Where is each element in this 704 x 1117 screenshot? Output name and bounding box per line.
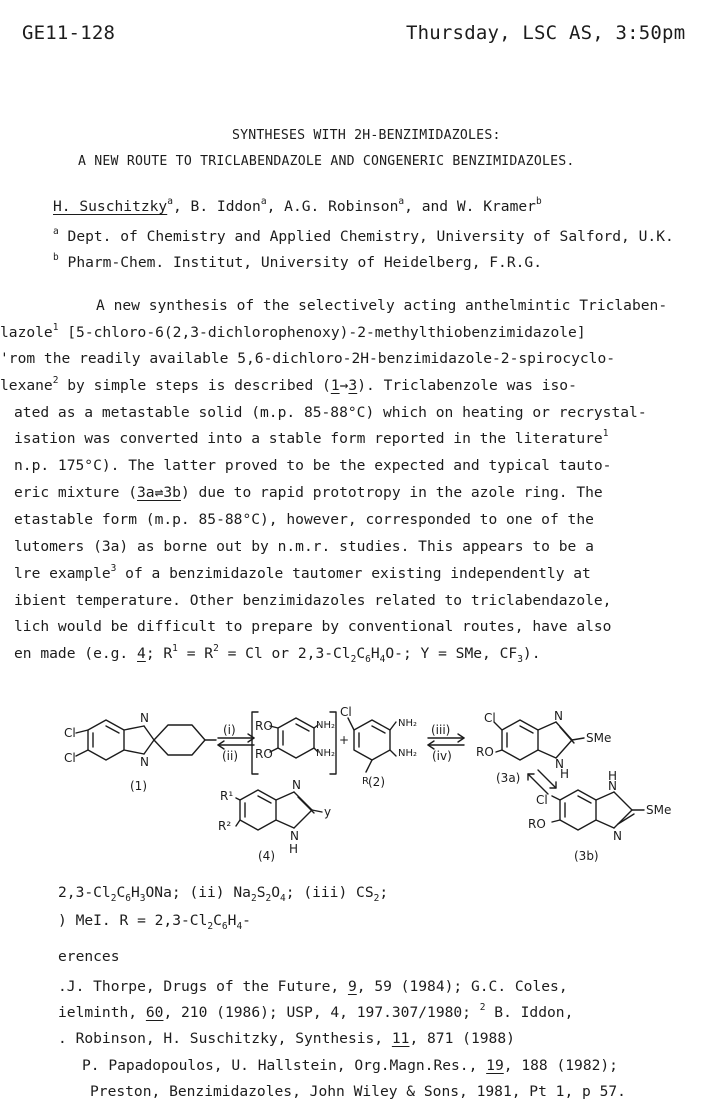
compound-label-1: (1)	[130, 779, 147, 793]
label-n: N	[555, 757, 564, 771]
label-sme: SMe	[646, 803, 672, 817]
abstract-line: A new synthesis of the selectively acting anthelmintic Triclaben-	[96, 297, 668, 314]
label-cl: Cl	[340, 705, 352, 719]
abstract-code: GE11-128	[22, 22, 116, 44]
label-r1: R¹	[220, 789, 234, 803]
label-nh2: NH₂	[398, 748, 418, 759]
abstract-line: lich would be difficult to prepare by conventional routes, have also	[14, 618, 612, 635]
label-n: N	[292, 778, 301, 792]
label-nh2: NH₂	[316, 720, 336, 731]
label-nh2: NH₂	[398, 718, 418, 729]
label-nh2: NH₂	[316, 748, 336, 759]
title-line-2: A NEW ROUTE TO TRICLABENDAZOLE AND CONGENERIC BENZIMIDAZOLES.	[78, 154, 575, 169]
abstract-line: isation was converted into a stable form reported in the literature$^1$	[14, 428, 609, 447]
author-presenting: H. Suschitzky	[53, 198, 168, 215]
label-n: N	[140, 711, 149, 725]
reagent-label: (iv)	[432, 749, 452, 763]
reagent-label: (i)	[223, 723, 236, 737]
label-h: H	[560, 767, 570, 781]
author-sup: a	[398, 196, 405, 207]
label-ro: RO	[255, 719, 273, 733]
label-ro: RO	[255, 747, 273, 761]
author-separator: , and	[404, 198, 449, 215]
plus-sign: +	[339, 733, 350, 747]
affiliation-a	[53, 224, 674, 251]
author: A.G. Robinson	[284, 198, 399, 215]
reference-line: Preston, Benzimidazoles, John Wiley & Sons, 1981, Pt 1, p 57.	[90, 1083, 626, 1100]
abstract-line: en made (e.g. 4; $R^1 = R^2 = Cl$ or $2,3-Cl_2C_6H_4O-$; Y = SMe, $CF_3$).	[14, 643, 541, 665]
affiliation-text: Dept. of Chemistry and Applied Chemistry, University of Salford, U.K.	[67, 228, 674, 245]
affiliation-mark: b	[53, 252, 59, 263]
compound-label-2: (2)	[368, 775, 385, 789]
compound-label-3a: (3a)	[496, 771, 521, 785]
compound-label-3b: (3b)	[574, 849, 599, 863]
label-ro: RO	[476, 745, 494, 759]
label-h: H	[608, 769, 618, 783]
reference-line: . Robinson, H. Suschitzky, Synthesis, 11, 871 (1988)	[58, 1030, 515, 1047]
label-cl: Cl	[484, 711, 496, 725]
label-sme: SMe	[586, 731, 612, 745]
conditions-line: $2,3-Cl_2C_6H_3ONa$; (ii) $Na_2S_2O_4$; (iii) $CS_2$;	[58, 884, 389, 904]
abstract-line: ibient temperature. Other benzimidazoles related to triclabendazole,	[14, 592, 612, 609]
reference-line: ielminth, 60, 210 (1986); USP, 4, 197.307/1980; $^2$ B. Iddon,	[58, 1002, 574, 1021]
author-list: H. Suschitzky$^a$, B. Iddon$^a$, A.G. Robinson$^a$, and W. Kramer$^b$	[53, 196, 542, 215]
author-sup: a	[260, 196, 267, 207]
label-cl: Cl	[64, 726, 76, 740]
author: B. Iddon	[190, 198, 261, 215]
conditions-line: ) MeI. $R = 2,3-Cl_2C_6H_4-$	[58, 912, 251, 932]
affiliation-text: Pharm-Chem. Institut, University of Heidelberg, F.R.G.	[67, 254, 542, 271]
label-n: N	[290, 829, 299, 843]
label-n: N	[608, 779, 617, 793]
abstract-line: 'rom the readily available 5,6-dichloro-2H-benzimidazole-2-spirocyclo-	[0, 350, 616, 367]
author-sup: b	[535, 196, 542, 207]
abstract-line: eric mixture (3a⇌3b) due to rapid prototropy in the azole ring. The	[14, 484, 603, 501]
affiliation-b	[53, 250, 542, 277]
compound-1-structure	[76, 720, 216, 760]
author-sup: a	[167, 196, 173, 207]
reagent-label: (ii)	[222, 749, 239, 763]
label-r: R	[362, 776, 369, 787]
label-y: y	[324, 805, 332, 819]
references-heading: erences	[58, 948, 120, 965]
abstract-line: lre example$^3$ of a benzimidazole tautomer existing independently at	[14, 563, 591, 582]
abstract-line: lexane$^2$ by simple steps is described (1→3). Triclabenzole was iso-	[0, 375, 577, 394]
label-cl: Cl	[536, 793, 548, 807]
label-r2: R²	[218, 819, 232, 833]
abstract-line: etastable form (m.p. 85-88°C), however, corresponded to one of the	[14, 511, 594, 528]
reaction-scheme	[0, 700, 704, 870]
reagent-label: (iii)	[431, 723, 451, 737]
abstract-line: lutomers (3a) as borne out by n.m.r. studies. This appears to be a	[14, 538, 594, 555]
abstract-line: n.p. 175°C). The latter proved to be the expected and typical tauto-	[14, 457, 612, 474]
author: W. Kramer	[456, 198, 536, 215]
affiliation-mark: a	[53, 226, 59, 237]
label-n: N	[554, 709, 563, 723]
title-line-1: SYNTHESES WITH 2H-BENZIMIDAZOLES:	[232, 128, 501, 143]
label-n: N	[140, 755, 149, 769]
reference-line: P. Papadopoulos, U. Hallstein, Org.Magn.Res., 19, 188 (1982);	[82, 1057, 618, 1074]
label-ro: RO	[528, 817, 546, 831]
label-cl: Cl	[64, 751, 76, 765]
compound-label-4: (4)	[258, 849, 275, 863]
abstract-line: lazole$^1$ [5-chloro-6(2,3-dichlorophenoxy)-2-methylthiobenzimidazole]	[0, 322, 586, 341]
abstract-line: ated as a metastable solid (m.p. 85-88°C) which on heating or recrystal-	[14, 404, 647, 421]
label-n: N	[613, 829, 622, 843]
label-h: H	[289, 842, 299, 856]
session-info: Thursday, LSC AS, 3:50pm	[406, 22, 686, 44]
reference-line: .J. Thorpe, Drugs of the Future, 9, 59 (1984); G.C. Coles,	[58, 978, 568, 995]
